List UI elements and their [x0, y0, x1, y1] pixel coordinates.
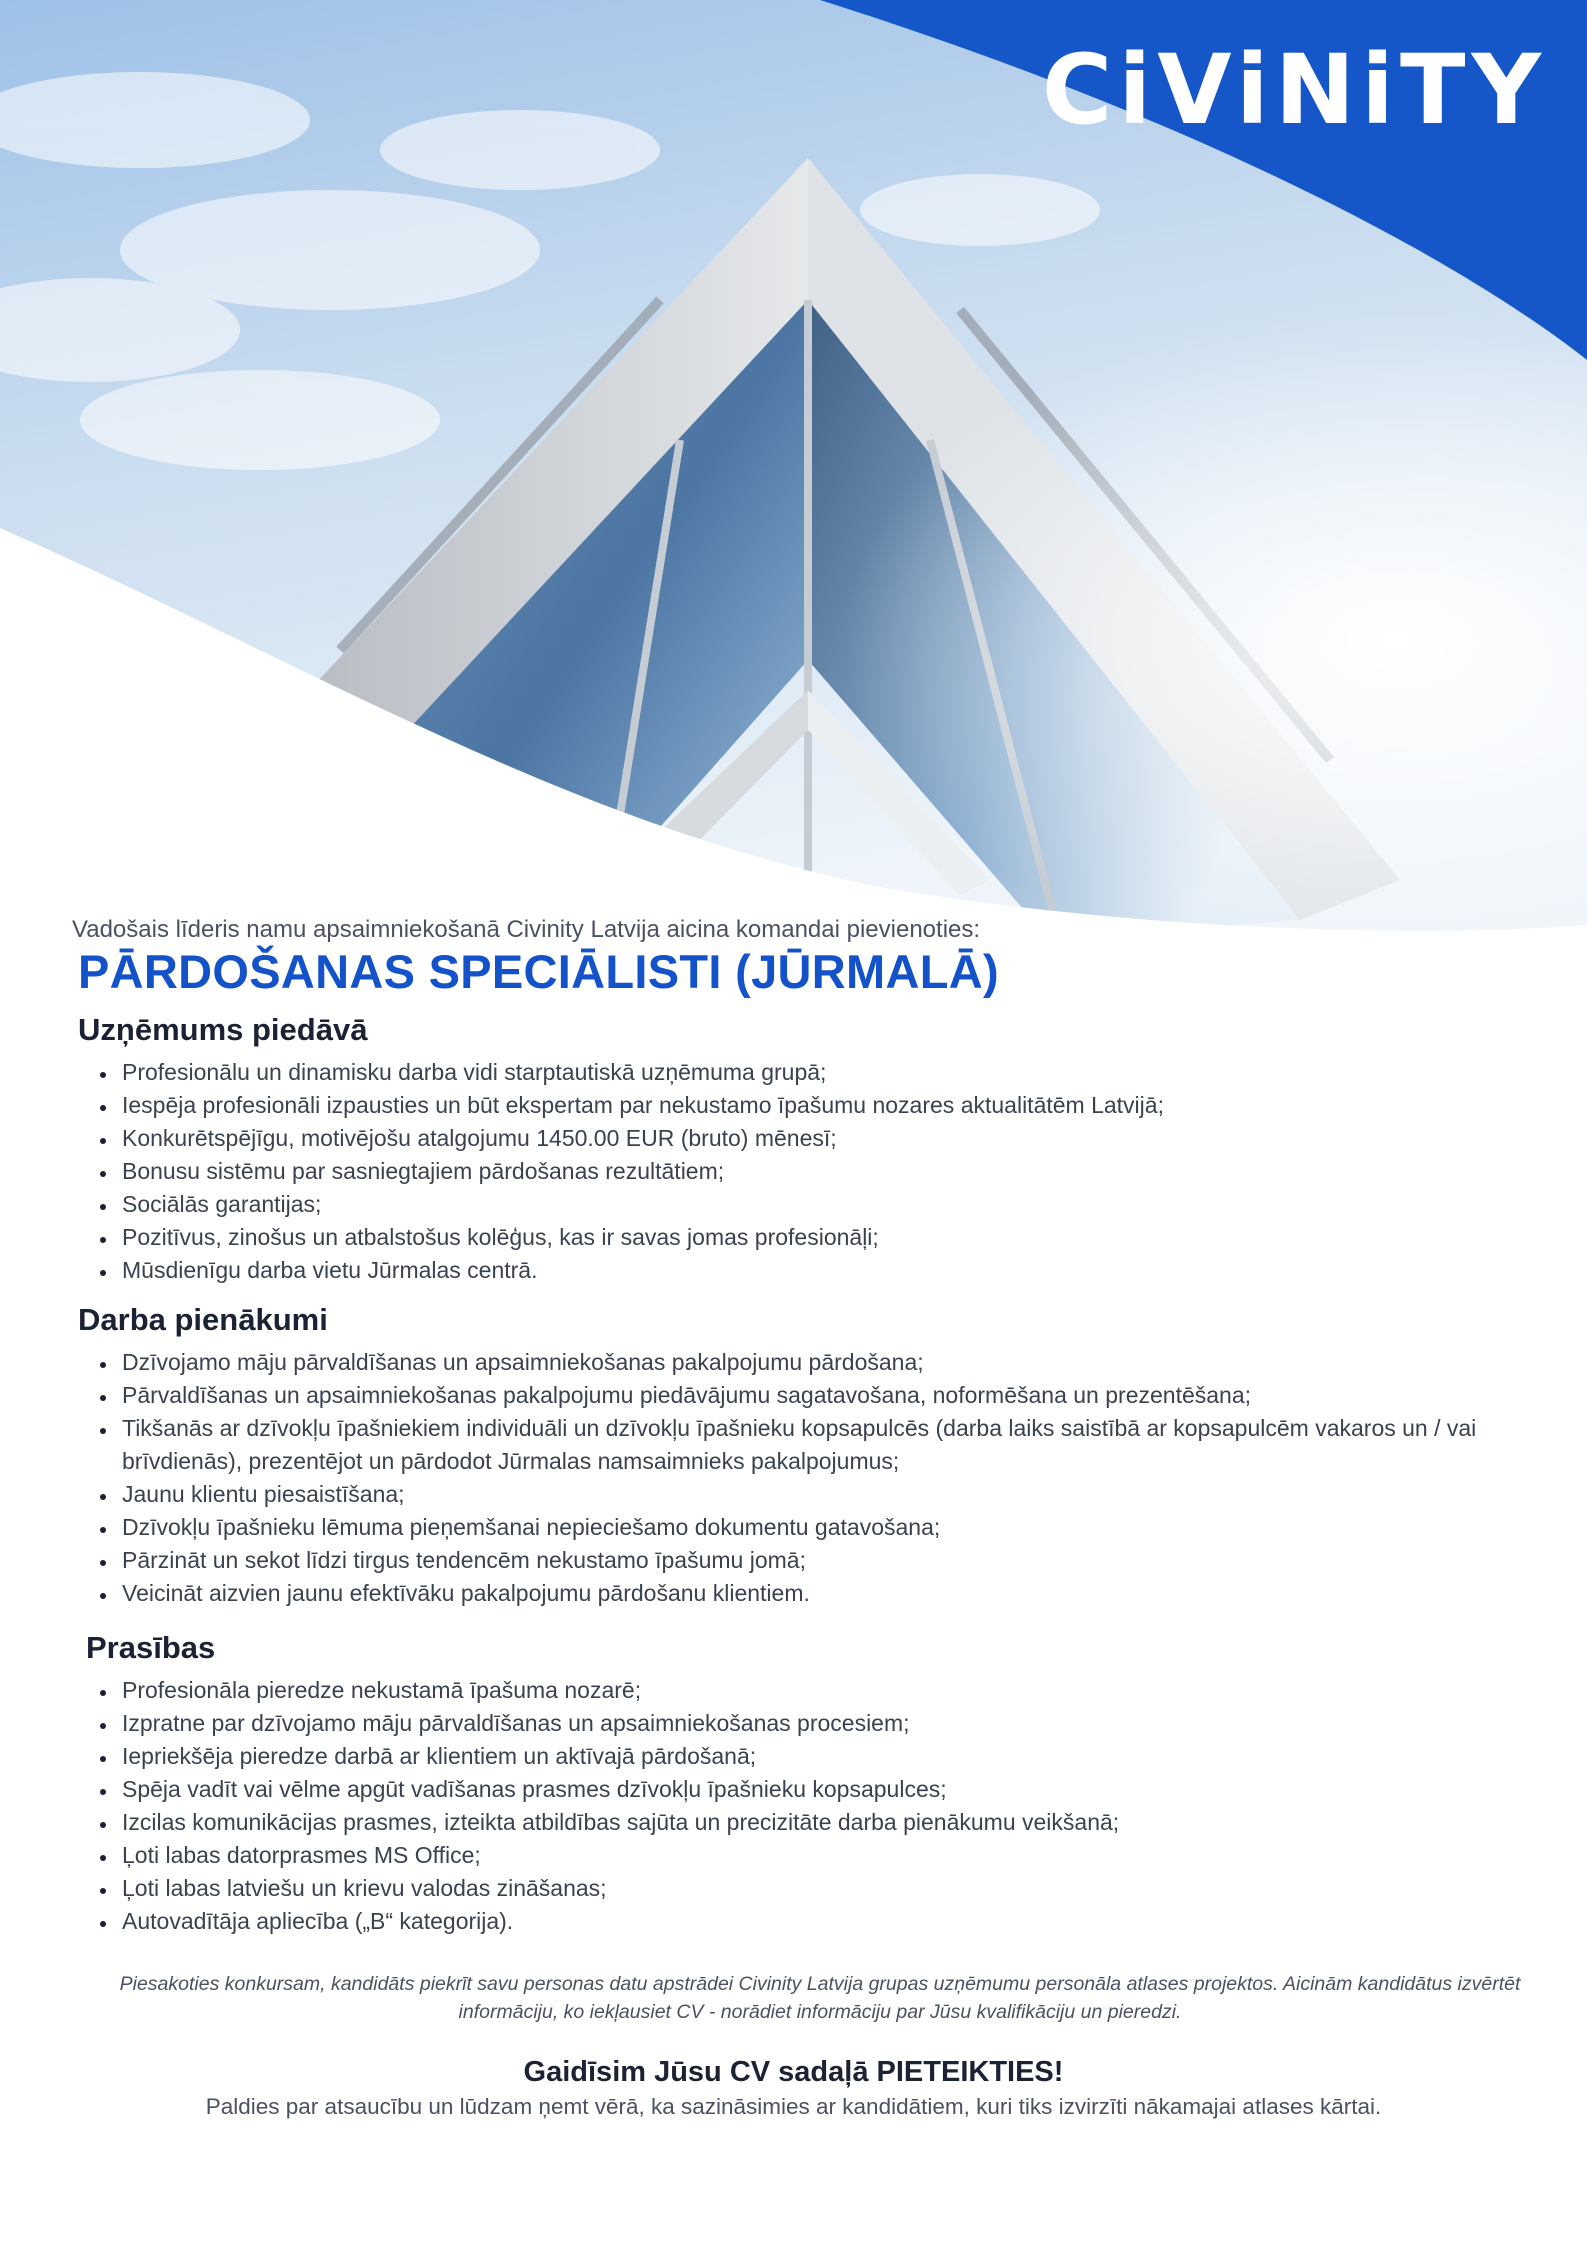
list-item: • Pārzināt un sekot līdzi tirgus tendencēm nekustamo īpašumu jomā; — [118, 1544, 1528, 1577]
list-item: • Izcilas komunikācijas prasmes, izteikta atbildības sajūta un precizitāte darba pienākumu veikšanā; — [118, 1806, 1536, 1839]
list-item: • Pārvaldīšanas un apsaimniekošanas pakalpojumu piedāvājumu sagatavošana, noformēšana un prezentēšana; — [118, 1379, 1528, 1412]
duties-heading: Darba pienākumi — [78, 1302, 328, 1337]
intro-text: Vadošais līderis namu apsaimniekošanā Civinity Latvija aicina komandai pievienoties: — [72, 916, 981, 943]
list-item: • Dzīvojamo māju pārvaldīšanas un apsaimniekošanas pakalpojumu pārdošana; — [118, 1346, 1528, 1379]
list-item: • Profesionāla pieredze nekustamā īpašuma nozarē; — [118, 1674, 1536, 1707]
list-item: • Sociālās garantijas; — [118, 1188, 1528, 1221]
duties-list — [78, 1346, 1528, 1610]
list-item: • Veicināt aizvien jaunu efektīvāku pakalpojumu pārdošanu klientiem. — [118, 1577, 1528, 1610]
list-item: • Iepriekšēja pieredze darbā ar klientiem un aktīvajā pārdošanā; — [118, 1740, 1536, 1773]
list-item: • Ļoti labas latviešu un krievu valodas zināšanas; — [118, 1872, 1536, 1905]
list-item: • Konkurētspējīgu, motivējošu atalgojumu 1450.00 EUR (bruto) mēnesī; — [118, 1122, 1528, 1155]
duties-section — [78, 1302, 1528, 1610]
list-item: • Tikšanās ar dzīvokļu īpašniekiem individuāli un dzīvokļu īpašnieku kopsapulcēs (darba laiks saistībā ar kopsapulcēm vakaros un / vai brīvdienās), prezentējot un pārdodot Jūrmalas namsaimnieks pakalpojumus; — [118, 1412, 1528, 1478]
list-item: • Izpratne par dzīvojamo māju pārvaldīšanas un apsaimniekošanas procesiem; — [118, 1707, 1536, 1740]
thanks-text: Paldies par atsaucību un lūdzam ņemt vērā, ka sazināsimies ar kandidātiem, kuri tiks izvirzīti nākamajai atlases kārtai. — [205, 2094, 1382, 2119]
list-item: • Ļoti labas datorprasmes MS Office; — [118, 1839, 1536, 1872]
list-item: • Profesionālu un dinamisku darba vidi starptautiskā uzņēmuma grupā; — [118, 1056, 1528, 1089]
privacy-note: Piesakoties konkursam, kandidāts piekrīt savu personas datu apstrādei Civinity Latvija grupas uzņēmumu personāla atlases projektos. Aicinām kandidātus izvērtēt informāciju, ko iekļausiet CV - norādiet informāciju par Jūsu kvalifikāciju un pieredzi. — [119, 1973, 1521, 2023]
list-item: • Spēja vadīt vai vēlme apgūt vadīšanas prasmes dzīvokļu īpašnieku kopsapulces; — [118, 1773, 1536, 1806]
list-item: • Autovadītāja apliecība („B“ kategorija). — [118, 1905, 1536, 1938]
list-item: • Jaunu klientu piesaistīšana; — [118, 1478, 1528, 1511]
page-title: PĀRDOŠANAS SPECIĀLISTI (JŪRMALĀ) — [78, 945, 999, 998]
requirements-section — [86, 1630, 1536, 1938]
list-item: • Bonusu sistēmu par sasniegtajiem pārdošanas rezultātiem; — [118, 1155, 1528, 1188]
list-item: • Mūsdienīgu darba vietu Jūrmalas centrā. — [118, 1254, 1528, 1287]
list-item: • Pozitīvus, zinošus un atbalstošus kolēģus, kas ir savas jomas profesionāļi; — [118, 1221, 1528, 1254]
requirements-heading: Prasības — [86, 1630, 216, 1665]
offer-section — [78, 1012, 1528, 1287]
list-item: • Iespēja profesionāli izpausties un būt ekspertam par nekustamo īpašumu nozares aktualitātēm Latvijā; — [118, 1089, 1528, 1122]
list-item: • Dzīvokļu īpašnieku lēmuma pieņemšanai nepieciešamo dokumentu gatavošana; — [118, 1511, 1528, 1544]
offer-list — [78, 1056, 1528, 1287]
offer-heading: Uzņēmums piedāvā — [78, 1012, 368, 1047]
civinity-logo: CiViNiTY — [1041, 34, 1547, 146]
cta-heading: Gaidīsim Jūsu CV sadaļā PIETEIKTIES! — [523, 2056, 1064, 2088]
requirements-list — [86, 1674, 1536, 1938]
